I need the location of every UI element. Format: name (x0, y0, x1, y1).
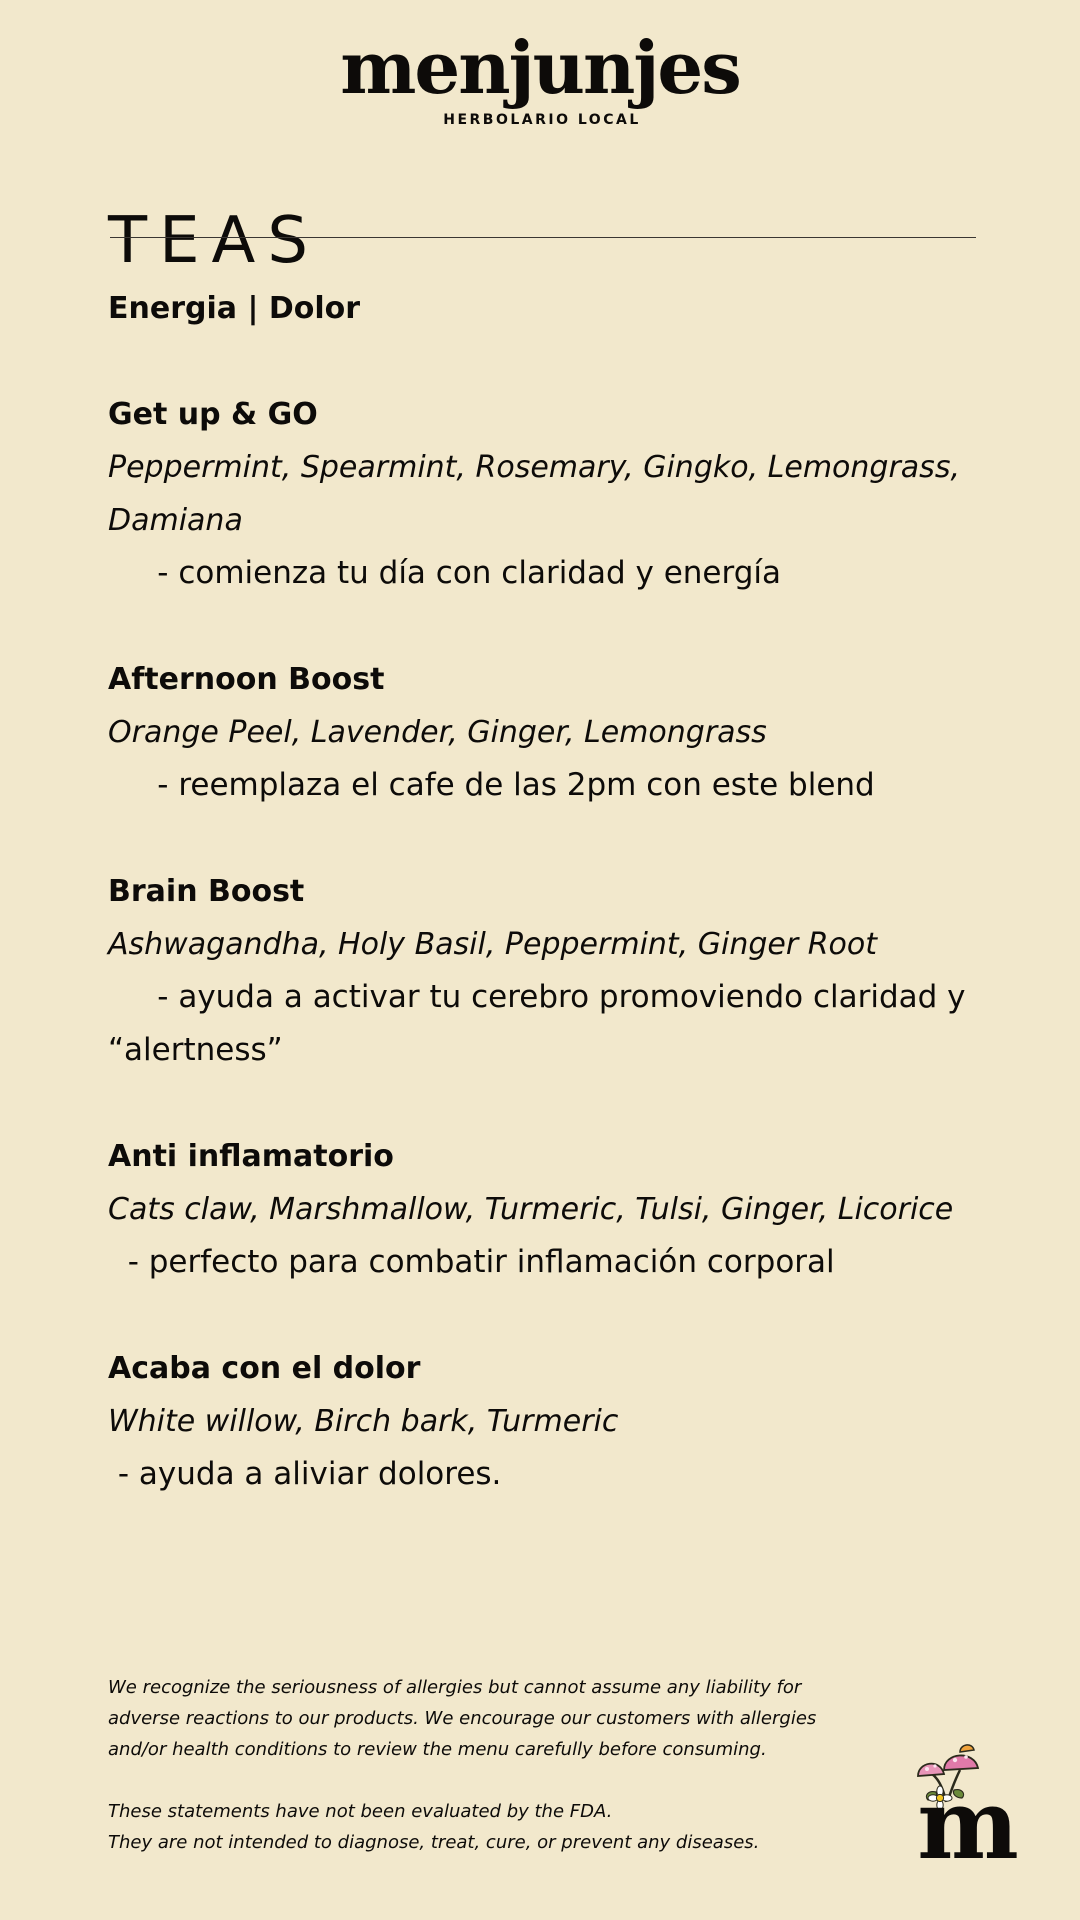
mushroom-flower-icon (900, 1740, 1020, 1860)
item-ingredients: Ashwagandha, Holy Basil, Peppermint, Ginger Root (108, 927, 878, 962)
menu-item (108, 388, 988, 600)
item-description: - perfecto para combatir inflamación corporal (108, 1244, 835, 1280)
item-description: - reemplaza el cafe de las 2pm con este blend (108, 767, 875, 803)
item-ingredients: Orange Peel, Lavender, Ginger, Lemongrass (108, 715, 767, 750)
item-name: Anti inflamatorio (108, 1139, 394, 1174)
item-description: - ayuda a aliviar dolores. (108, 1456, 502, 1492)
allergy-disclaimer-line: adverse reactions to our products. We encourage our customers with allergies (108, 1708, 817, 1729)
title-divider (110, 237, 976, 238)
item-name: Afternoon Boost (108, 662, 385, 697)
item-name: Get up & GO (108, 397, 318, 432)
item-description: - ayuda a activar tu cerebro promoviendo claridad y “alertness” (108, 979, 976, 1068)
section-title: TEAS (108, 203, 320, 278)
fda-disclaimer-line: These statements have not been evaluated by the FDA. (108, 1801, 613, 1822)
menu-item (108, 865, 988, 1077)
item-name: Acaba con el dolor (108, 1351, 421, 1386)
fda-disclaimer-line: They are not intended to diagnose, treat, cure, or prevent any diseases. (108, 1832, 760, 1853)
disclaimer (108, 1672, 888, 1858)
allergy-disclaimer-line: We recognize the seriousness of allergies but cannot assume any liability for (108, 1677, 802, 1698)
category-heading: Energia | Dolor (108, 291, 361, 326)
menu-item (108, 1342, 988, 1501)
menu-item (108, 653, 988, 812)
item-ingredients: White willow, Birch bark, Turmeric (108, 1404, 619, 1439)
item-ingredients: Peppermint, Spearmint, Rosemary, Gingko, Lemongrass, Damiana (108, 450, 960, 538)
item-description: - comienza tu día con claridad y energía (108, 555, 781, 591)
logo-letter: m (917, 1768, 1019, 1860)
brand-name: menjunjes (340, 25, 740, 110)
brand-tagline: HERBOLARIO LOCAL (443, 112, 641, 128)
item-ingredients: Cats claw, Marshmallow, Turmeric, Tulsi, Ginger, Licorice (108, 1192, 954, 1227)
menu-item (108, 1130, 988, 1289)
logo-mark (900, 1740, 1020, 1860)
allergy-disclaimer-line: and/or health conditions to review the menu carefully before consuming. (108, 1739, 767, 1760)
menu-content (108, 282, 988, 1554)
item-name: Brain Boost (108, 874, 305, 909)
brand-header (0, 25, 1080, 128)
